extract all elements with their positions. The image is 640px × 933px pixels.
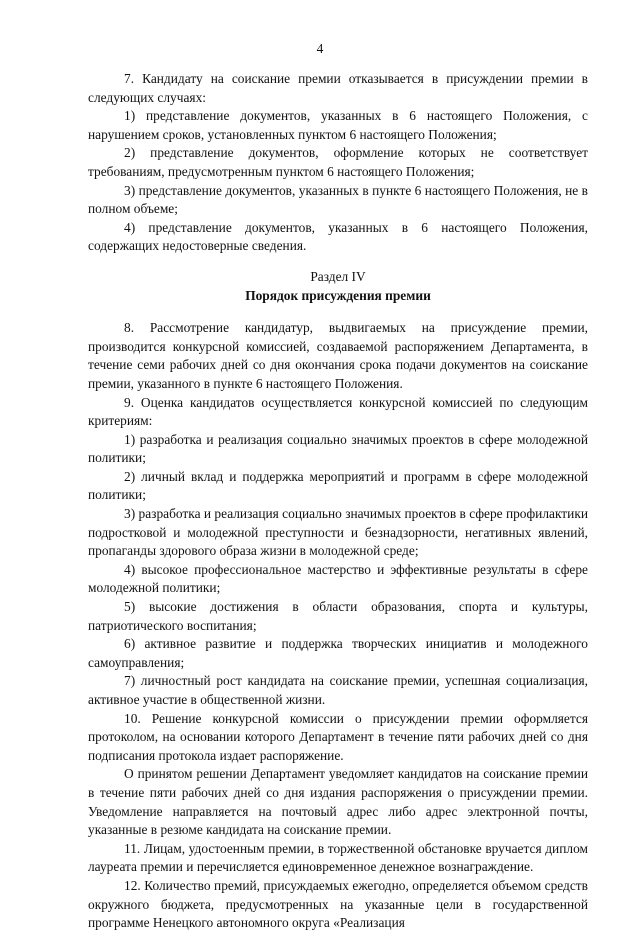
paragraph-7: 7. Кандидату на соискание премии отказывается в присуждении премии в следующих случаях:	[88, 71, 588, 105]
list-item: 6) активное развитие и поддержка творческих инициатив и молодежного самоуправления;	[88, 636, 588, 670]
list-item: 3) разработка и реализация социально значимых проектов в сфере профилактики подростковой и молодежной преступности и безнадзорности, негативных явлений, пропаганды здорового образа жизни в молодежной среде;	[88, 506, 588, 559]
paragraph-12: 12. Количество премий, присуждаемых ежегодно, определяется объемом средств окружного бюджета, предусмотренных на указанные цели в государственной программе Ненецкого автономного округа «Реализация	[88, 877, 588, 931]
paragraph-10: 10. Решение конкурсной комиссии о присуждении премии оформляется протоколом, на основании которого Департамент в течение пяти рабочих дней со дня подписания протокола издает распоряжение.	[88, 710, 588, 763]
document-body	[88, 70, 588, 933]
page-number: 4	[316, 41, 324, 56]
paragraph-8: 8. Рассмотрение кандидатур, выдвигаемых на присуждение премии, производится конкурсной комиссией, создаваемой распоряжением Департамента, в течение семи рабочих дней со дня окончания срока подачи документов на соискание премии, указанного в пункте 6 настоящего Положения.	[88, 320, 588, 391]
list-item: 1) разработка и реализация социально значимых проектов в сфере молодежной политики;	[88, 431, 588, 466]
paragraph-notification: О принятом решении Департамент уведомляет кандидатов на соискание премии в течение пяти рабочих дней со дня издания распоряжения о присуждении премии. Уведомление направляется на почтовый адрес либо адрес электронной почты, указанные в резюме кандидата на соискание премии.	[88, 766, 588, 838]
list-item: 4) представление документов, указанных в 6 настоящего Положения, содержащих недостоверные сведения.	[88, 219, 588, 254]
section-label: Раздел IV	[310, 268, 366, 284]
list-item: 7) личностный рост кандидата на соискание премии, успешная социализация, активное участие в общественной жизни.	[88, 673, 588, 707]
list-item: 4) высокое профессиональное мастерство и эффективные результаты в сфере молодежной политики;	[88, 561, 588, 596]
list-item: 2) личный вклад и поддержка мероприятий и программ в сфере молодежной политики;	[88, 468, 588, 503]
paragraph-11: 11. Лицам, удостоенным премии, в торжественной обстановке вручается диплом лауреата премии и перечисляется единовременное денежное вознаграждение.	[88, 840, 588, 875]
list-item: 3) представление документов, указанных в пункте 6 настоящего Положения, не в полном объеме;	[88, 182, 588, 217]
list-item: 1) представление документов, указанных в 6 настоящего Положения, с нарушением сроков, установленных пунктом 6 настоящего Положения;	[88, 108, 588, 142]
list-item: 5) высокие достижения в области образования, спорта и культуры, патриотического воспитания;	[88, 599, 588, 633]
paragraph-9: 9. Оценка кандидатов осуществляется конкурсной комиссией по следующим критериям:	[88, 394, 588, 429]
list-item: 2) представление документов, оформление которых не соответствует требованиям, предусмотренным пунктом 6 настоящего Положения;	[88, 145, 588, 179]
section-title: Порядок присуждения премии	[245, 287, 431, 303]
